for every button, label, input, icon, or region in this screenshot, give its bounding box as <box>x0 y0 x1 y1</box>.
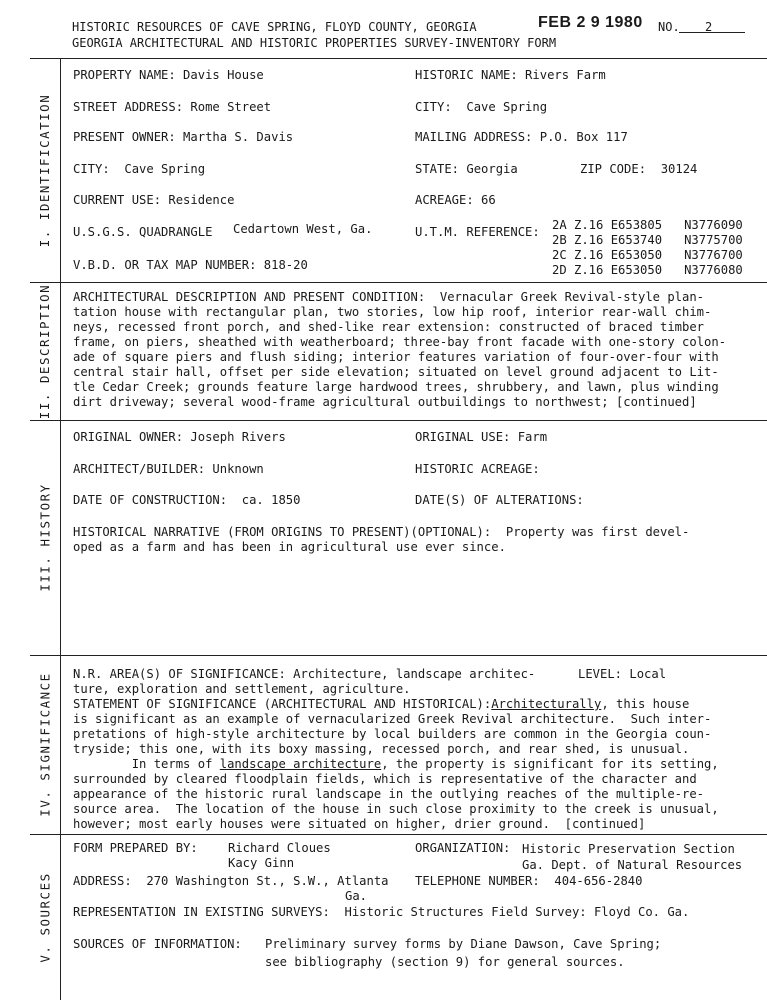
architect-builder: ARCHITECT/BUILDER: Unknown <box>73 462 264 476</box>
form-series-title: HISTORIC RESOURCES OF CAVE SPRING, FLOYD COUNTY, GEORGIA <box>72 20 477 34</box>
owner-city: CITY: Cave Spring <box>73 162 206 176</box>
statement-label: STATEMENT OF SIGNIFICANCE (ARCHITECTURAL AND HISTORICAL): <box>73 697 492 711</box>
city-field: CITY: Cave Spring <box>415 100 548 114</box>
utm-row: 2D Z.16 E653050 N3776080 <box>552 263 743 277</box>
statement-line <box>73 697 763 712</box>
section-label-history: III. HISTORY <box>37 483 53 592</box>
utm-row: 2A Z.16 E653805 N3776090 <box>552 218 743 232</box>
form-number-value: 2 <box>705 20 713 34</box>
form-number-label: NO. <box>658 20 680 34</box>
utm-row: 2B Z.16 E653740 N3775700 <box>552 233 743 247</box>
statement-keyword: landscape architecture <box>219 757 382 771</box>
statement-text: In terms of <box>73 757 220 771</box>
statement-line <box>73 757 763 772</box>
statement-line: however; most early houses were situated on higher, drier ground. [continued] <box>73 817 646 831</box>
organization-value: Ga. Dept. of Natural Resources <box>522 858 743 872</box>
original-use: ORIGINAL USE: Farm <box>415 430 548 444</box>
usgs-quadrangle-label: U.S.G.S. QUADRANGLE <box>73 225 213 239</box>
organization-value: Historic Preservation Section <box>522 842 735 856</box>
state-field: STATE: Georgia <box>415 162 518 176</box>
form-number-underline <box>679 32 745 33</box>
architectural-description <box>73 290 763 410</box>
section-label-identification: I. IDENTIFICATION <box>37 93 53 247</box>
description-line: tle Cedar Creek; grounds feature large hardwood trees, shrubbery, and lawn, plus winding <box>73 380 719 394</box>
divider-top <box>30 58 767 59</box>
statement-line: tryside; this one, with its boxy massing, recessed porch, and rear shed, is unusual. <box>73 742 690 756</box>
statement-line: pretations of high-style architecture by local builders are common in the Georgia coun- <box>73 727 712 741</box>
narrative-line: HISTORICAL NARRATIVE (FROM ORIGINS TO PRESENT)(OPTIONAL): Property was first devel- <box>73 525 690 539</box>
date-stamp: FEB 2 9 1980 <box>538 14 643 31</box>
areas-of-significance: N.R. AREA(S) OF SIGNIFICANCE: Architecture, landscape architec- <box>73 667 536 681</box>
preparer-name: Richard Cloues <box>228 841 331 855</box>
utm-reference-label: U.T.M. REFERENCE: <box>415 225 540 239</box>
historic-name: HISTORIC NAME: Rivers Farm <box>415 68 606 82</box>
statement-line: appearance of the historic rural landscape in the outlying reaches of the multiple-re- <box>73 787 705 801</box>
acreage: ACREAGE: 66 <box>415 193 496 207</box>
divider-description <box>30 420 767 421</box>
sources-of-information: see bibliography (section 9) for general sources. <box>265 955 625 969</box>
existing-surveys: REPRESENTATION IN EXISTING SURVEYS: Historic Structures Field Survey: Floyd Co. Ga. <box>73 905 690 919</box>
divider-identification <box>30 282 767 283</box>
description-line: ARCHITECTURAL DESCRIPTION AND PRESENT CONDITION: Vernacular Greek Revival-style plan- <box>73 290 705 304</box>
historical-narrative <box>73 525 763 555</box>
divider-significance <box>30 834 767 835</box>
original-owner: ORIGINAL OWNER: Joseph Rivers <box>73 430 286 444</box>
description-line: central stair hall, offset per side elevation; situated on level ground adjacent to Lit- <box>73 365 719 379</box>
section-label-description: II. DESCRIPTION <box>37 283 53 419</box>
section-margin-line <box>60 58 61 1000</box>
preparer-name: Kacy Ginn <box>228 856 295 870</box>
statement-keyword: Architecturally <box>491 697 602 711</box>
description-line: neys, recessed front porch, and shed-like rear extension: constructed of braced timber <box>73 320 705 334</box>
preparer-address-state: Ga. <box>345 889 368 903</box>
sources-of-information-label: SOURCES OF INFORMATION: <box>73 937 242 951</box>
significance-level: LEVEL: Local <box>578 667 667 681</box>
preparer-address: ADDRESS: 270 Washington St., S.W., Atlanta <box>73 874 389 888</box>
section-label-sources: V. SOURCES <box>37 871 53 963</box>
utm-row: 2C Z.16 E653050 N3776700 <box>552 248 743 262</box>
organization-label: ORGANIZATION: <box>415 841 511 855</box>
narrative-line: oped as a farm and has been in agricultural use ever since. <box>73 540 506 554</box>
divider-history <box>30 655 767 656</box>
date-of-construction: DATE OF CONSTRUCTION: ca. 1850 <box>73 493 301 507</box>
property-name: PROPERTY NAME: Davis House <box>73 68 264 82</box>
zip-code: ZIP CODE: 30124 <box>580 162 698 176</box>
historic-acreage: HISTORIC ACREAGE: <box>415 462 540 476</box>
description-line: dirt driveway; several wood-frame agricultural outbuildings to northwest; [continued] <box>73 395 697 409</box>
description-line: frame, on piers, sheathed with weatherboard; three-bay front facade with one-story colon- <box>73 335 727 349</box>
current-use: CURRENT USE: Residence <box>73 193 235 207</box>
section-label-significance: IV. SIGNIFICANCE <box>37 672 53 817</box>
telephone-number: TELEPHONE NUMBER: 404-656-2840 <box>415 874 643 888</box>
sources-of-information: Preliminary survey forms by Diane Dawson, Cave Spring; <box>265 937 662 951</box>
statement-line: source area. The location of the house in such close proximity to the creek is unusual, <box>73 802 719 816</box>
date-of-alterations: DATE(S) OF ALTERATIONS: <box>415 493 584 507</box>
statement-of-significance <box>73 697 763 832</box>
street-address: STREET ADDRESS: Rome Street <box>73 100 272 114</box>
description-line: ade of square piers and flush siding; interior features variation of four-over-four with <box>73 350 719 364</box>
form-prepared-by-label: FORM PREPARED BY: <box>73 841 198 855</box>
usgs-quadrangle-value: Cedartown West, Ga. <box>233 222 373 236</box>
tax-map-number: V.B.D. OR TAX MAP NUMBER: 818-20 <box>73 258 308 272</box>
statement-text: , this house <box>601 697 690 711</box>
areas-of-significance-cont: ture, exploration and settlement, agriculture. <box>73 682 411 696</box>
form-title: GEORGIA ARCHITECTURAL AND HISTORIC PROPERTIES SURVEY-INVENTORY FORM <box>72 36 557 50</box>
description-line: tation house with rectangular plan, two stories, low hip roof, interior rear-wall chim- <box>73 305 712 319</box>
statement-text: , the property is significant for its setting, <box>381 757 719 771</box>
statement-line: surrounded by cleared floodplain fields, which is representative of the character and <box>73 772 697 786</box>
present-owner: PRESENT OWNER: Martha S. Davis <box>73 130 294 144</box>
mailing-address: MAILING ADDRESS: P.O. Box 117 <box>415 130 628 144</box>
statement-line: is significant as an example of vernacularized Greek Revival architecture. Such inter- <box>73 712 712 726</box>
